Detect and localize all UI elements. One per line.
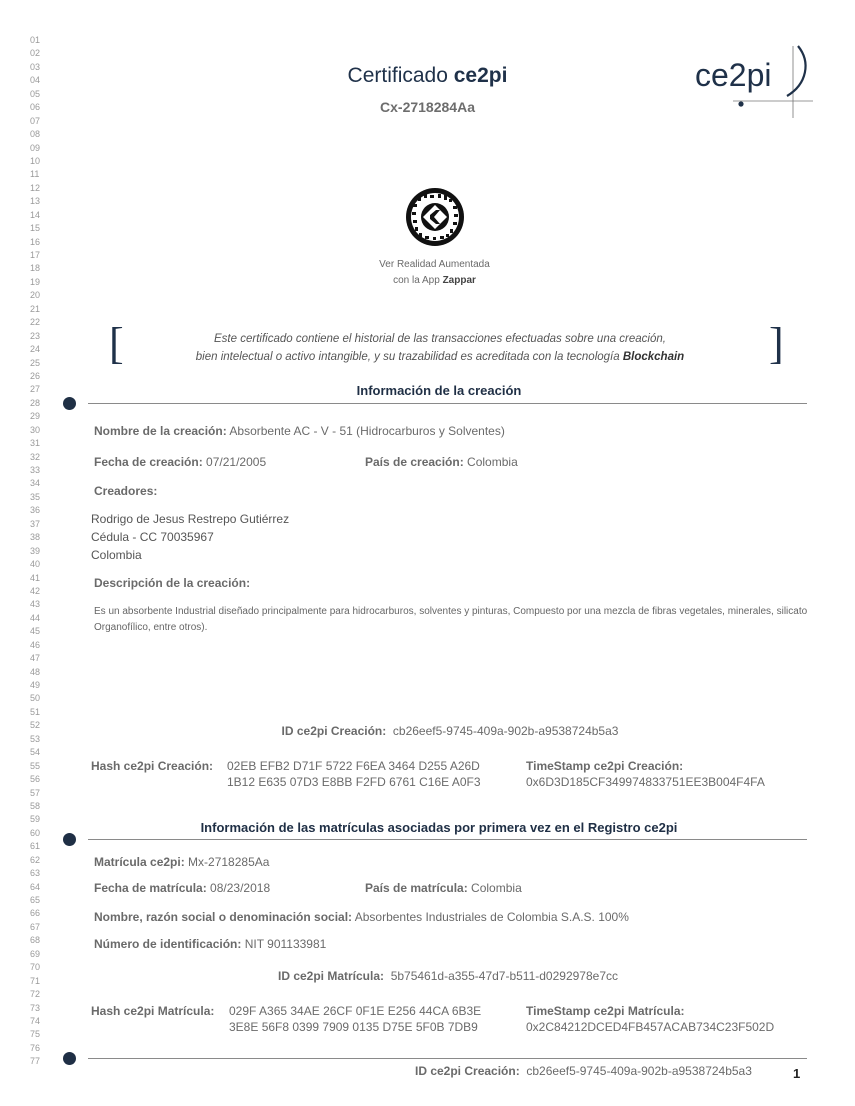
line-number: 15 bbox=[30, 223, 41, 234]
registration-owner: Nombre, razón social o denominación social: Absorbentes Industriales de Colombia S.A.S. 100% bbox=[94, 910, 629, 924]
line-number: 47 bbox=[30, 653, 41, 664]
line-number: 01 bbox=[30, 35, 41, 45]
creators-label: Creadores: bbox=[94, 484, 158, 498]
line-number: 40 bbox=[30, 559, 41, 570]
line-number: 21 bbox=[30, 303, 41, 314]
line-number: 71 bbox=[30, 975, 41, 986]
certificate-code: Cx-2718284Aa bbox=[380, 99, 475, 115]
line-number: 27 bbox=[30, 384, 41, 395]
line-number: 48 bbox=[30, 666, 41, 677]
zappar-code-icon[interactable] bbox=[404, 186, 466, 248]
footer-bullet bbox=[63, 1052, 76, 1065]
line-number: 43 bbox=[30, 599, 41, 610]
creation-date: Fecha de creación: 07/21/2005 bbox=[94, 455, 267, 469]
line-number: 76 bbox=[30, 1042, 41, 1053]
creation-name: Nombre de la creación: Absorbente AC - V - 51 (Hidrocarburos y Solventes) bbox=[94, 424, 505, 438]
line-number: 67 bbox=[30, 921, 41, 932]
close-bracket: ] bbox=[769, 319, 784, 368]
line-number: 61 bbox=[30, 841, 41, 852]
line-number: 35 bbox=[30, 491, 41, 502]
line-number: 72 bbox=[30, 989, 41, 1000]
line-number: 12 bbox=[30, 182, 41, 193]
section-bullet bbox=[63, 833, 76, 846]
line-number: 38 bbox=[30, 532, 41, 543]
section-divider bbox=[88, 839, 807, 840]
line-number: 50 bbox=[30, 693, 41, 704]
line-number: 60 bbox=[30, 827, 41, 838]
line-number: 49 bbox=[30, 680, 41, 690]
line-number: 10 bbox=[30, 155, 41, 166]
line-number: 02 bbox=[30, 48, 41, 59]
creation-hash: Hash ce2pi Creación: bbox=[91, 759, 214, 773]
line-number: 44 bbox=[30, 612, 41, 623]
line-number: 53 bbox=[30, 733, 41, 744]
line-number: 69 bbox=[30, 948, 41, 959]
line-number: 42 bbox=[30, 585, 41, 596]
line-number: 20 bbox=[30, 290, 41, 301]
line-number: 37 bbox=[30, 518, 41, 529]
line-number: 74 bbox=[30, 1015, 41, 1026]
registration-country: País de matrícula: Colombia bbox=[365, 881, 522, 895]
page-number: 1 bbox=[793, 1066, 801, 1081]
line-number: 39 bbox=[30, 545, 41, 556]
ar-caption: Ver Realidad Aumentada con la App Zappar bbox=[379, 259, 490, 286]
line-number: 14 bbox=[30, 209, 41, 220]
registration-hash-value: 029F A365 34AE 26CF 0F1E E256 44CA 6B3E 3E8E 56F8 0399 7909 0135 D75E 5F0B 7DB9 bbox=[229, 1004, 482, 1034]
line-number: 55 bbox=[30, 760, 41, 771]
line-number: 56 bbox=[30, 774, 41, 785]
description-text: Es un absorbente Industrial diseñado principalmente para hidrocarburos, solventes y pinturas, Compuesto por una mezcla de fibras vegetales, minerales, silicato Organofílico, entre otros). bbox=[94, 606, 808, 633]
line-number: 62 bbox=[30, 854, 41, 865]
line-number: 41 bbox=[30, 572, 41, 583]
line-number: 04 bbox=[30, 75, 41, 86]
line-number: 07 bbox=[30, 115, 41, 126]
registration-section-title: Información de las matrículas asociadas por primera vez en el Registro ce2pi bbox=[200, 820, 678, 835]
registration-ce2pi-id: ID ce2pi Matrícula: 5b75461d-a355-47d7-b511-d0292978e7cc bbox=[277, 969, 618, 983]
registration-nit: Número de identificación: NIT 901133981 bbox=[94, 937, 327, 951]
line-number: 46 bbox=[30, 639, 41, 650]
section-divider bbox=[88, 403, 807, 404]
creation-timestamp: TimeStamp ce2pi Creación: 0x6D3D185CF349974833751EE3B004F4FA bbox=[526, 759, 765, 789]
line-number: 75 bbox=[30, 1029, 41, 1040]
line-number: 65 bbox=[30, 895, 41, 905]
creation-id: ID ce2pi Creación: cb26eef5-9745-409a-902b-a9538724b5a3 bbox=[281, 724, 619, 738]
line-number: 08 bbox=[30, 129, 41, 140]
line-number: 19 bbox=[30, 276, 41, 287]
creation-country: País de creación: Colombia bbox=[365, 455, 518, 469]
line-number: 18 bbox=[30, 263, 41, 274]
line-number: 06 bbox=[30, 102, 41, 113]
line-number: 68 bbox=[30, 935, 41, 946]
line-number: 31 bbox=[30, 438, 41, 449]
registration-hash: Hash ce2pi Matrícula: bbox=[91, 1004, 215, 1018]
line-number: 73 bbox=[30, 1002, 41, 1013]
logo-text: ce2pi bbox=[695, 57, 772, 93]
line-numbers bbox=[30, 34, 50, 1069]
line-number: 16 bbox=[30, 236, 41, 247]
line-number: 30 bbox=[30, 424, 41, 435]
line-number: 57 bbox=[30, 787, 41, 798]
line-number: 58 bbox=[30, 800, 41, 811]
line-number: 63 bbox=[30, 868, 41, 879]
line-number: 25 bbox=[30, 357, 41, 368]
line-number: 13 bbox=[30, 196, 41, 207]
intro-text: Este certificado contiene el historial de las transacciones efectuadas sobre una creación, bien intelectual o activo intangible, y su trazabilidad es acreditada con la tecnología Blockchain bbox=[195, 333, 685, 363]
registration-timestamp: TimeStamp ce2pi Matrícula: 0x2C84212DCED4FB457ACAB734C23F502D bbox=[526, 1004, 775, 1034]
line-number: 03 bbox=[30, 61, 41, 72]
line-number: 51 bbox=[30, 706, 41, 717]
line-number: 70 bbox=[30, 962, 41, 973]
creation-section-title: Información de la creación bbox=[356, 383, 522, 398]
section-bullet bbox=[63, 397, 76, 410]
line-number: 28 bbox=[30, 397, 41, 408]
line-number: 23 bbox=[30, 330, 41, 341]
line-number: 11 bbox=[30, 169, 40, 180]
line-number: 54 bbox=[30, 747, 41, 758]
registration-id-code: Matrícula ce2pi: Mx-2718285Aa bbox=[94, 855, 270, 869]
line-number: 33 bbox=[30, 465, 41, 475]
ce2pi-logo bbox=[695, 44, 815, 120]
line-number: 66 bbox=[30, 908, 41, 919]
creator-info: Rodrigo de Jesus Restrepo Gutiérrez Cédula - CC 70035967 Colombia bbox=[91, 512, 290, 562]
creation-hash-value: 02EB EFB2 D71F 5722 F6EA 3464 D255 A26D 1B12 E635 07D3 E8BB F2FD 6761 C16E A0F3 bbox=[227, 759, 481, 789]
line-number: 34 bbox=[30, 478, 41, 489]
line-number: 26 bbox=[30, 370, 41, 381]
line-number: 59 bbox=[30, 814, 41, 825]
line-number: 36 bbox=[30, 505, 41, 516]
page-title: Certificado ce2pi bbox=[347, 64, 508, 87]
line-number: 17 bbox=[30, 250, 41, 260]
description-label: Descripción de la creación: bbox=[94, 576, 251, 590]
line-number: 29 bbox=[30, 411, 41, 422]
line-number: 32 bbox=[30, 451, 41, 462]
line-number: 22 bbox=[30, 317, 41, 328]
footer-creation-id: ID ce2pi Creación: cb26eef5-9745-409a-902b-a9538724b5a3 bbox=[415, 1064, 752, 1078]
footer-divider bbox=[88, 1058, 807, 1059]
line-number: 64 bbox=[30, 881, 41, 892]
line-number: 45 bbox=[30, 626, 41, 637]
line-number: 77 bbox=[30, 1056, 41, 1067]
line-number: 09 bbox=[30, 142, 41, 153]
line-number: 05 bbox=[30, 88, 41, 99]
line-number: 24 bbox=[30, 344, 41, 355]
registration-date: Fecha de matrícula: 08/23/2018 bbox=[94, 881, 271, 895]
open-bracket: [ bbox=[109, 319, 124, 368]
line-number: 52 bbox=[30, 720, 41, 731]
